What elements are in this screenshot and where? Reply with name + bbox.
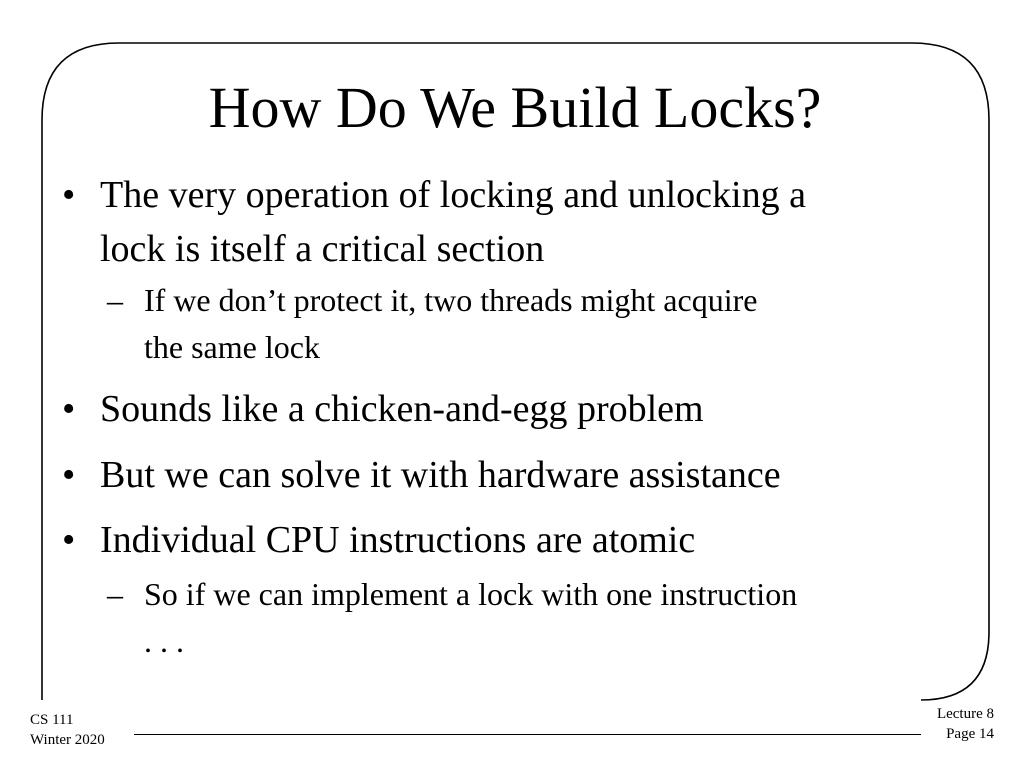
- bullet-item: [62, 382, 962, 436]
- footer-divider: [134, 734, 921, 735]
- bullet-text-line: The very operation of locking and unlocking a: [100, 174, 806, 216]
- bullet-marker: •: [62, 174, 76, 216]
- bullet-marker: •: [62, 519, 76, 561]
- bullet-text: But we can solve it with hardware assistance: [100, 454, 781, 496]
- sub-bullet-text-line: If we don’t protect it, two threads might acquire: [144, 282, 758, 318]
- bullet-marker: •: [62, 388, 76, 430]
- sub-bullet-text-line: . . .: [144, 623, 184, 659]
- bullet-item: [62, 448, 962, 502]
- footer-course: CS 111: [30, 712, 74, 728]
- footer-page-info: [937, 704, 994, 744]
- footer-term: Winter 2020: [30, 732, 105, 748]
- footer-lecture: Lecture 8: [936, 706, 994, 722]
- sub-bullet-item: [62, 277, 962, 371]
- sub-bullet-marker: –: [107, 576, 123, 612]
- bullet-marker: •: [62, 454, 76, 496]
- sub-bullet-text-line: the same lock: [144, 329, 320, 365]
- bullet-text: Sounds like a chicken-and-egg problem: [100, 388, 704, 430]
- bullet-item: [62, 168, 962, 276]
- sub-bullet-marker: –: [107, 282, 123, 318]
- slide-title: How Do We Build Locks?: [208, 75, 822, 140]
- bullet-text: Individual CPU instructions are atomic: [100, 519, 696, 561]
- footer-page-number: Page 14: [946, 726, 994, 742]
- footer-course-info: [30, 710, 105, 750]
- bullet-list: [62, 168, 962, 665]
- bullet-text-line: lock is itself a critical section: [100, 228, 545, 270]
- sub-bullet-text-line: So if we can implement a lock with one instruction: [144, 576, 798, 612]
- sub-bullet-item: [62, 571, 962, 665]
- bullet-item: [62, 513, 962, 567]
